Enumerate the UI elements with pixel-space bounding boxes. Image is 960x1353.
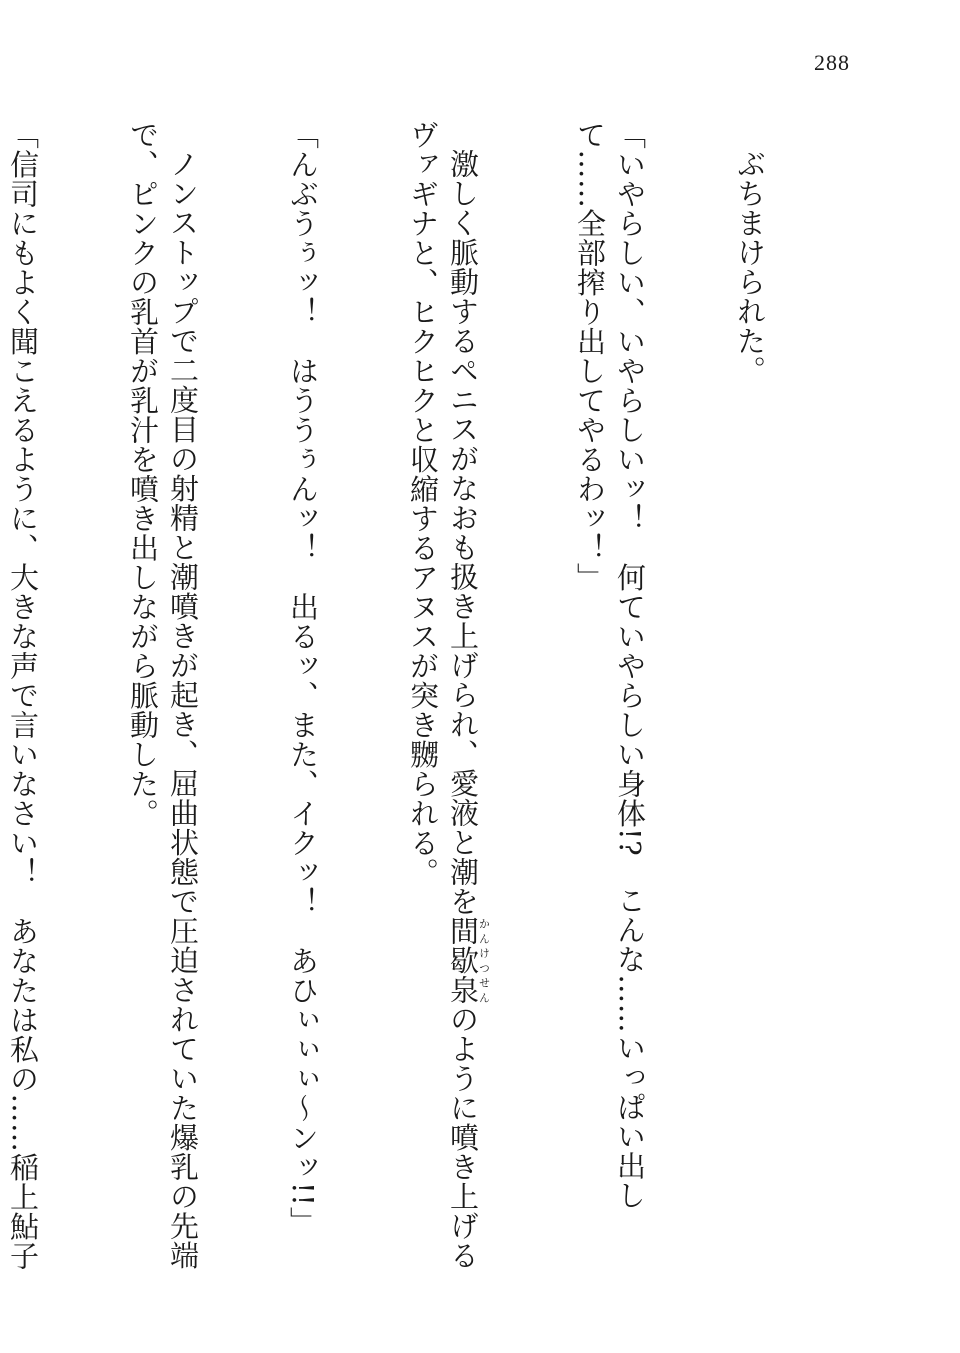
paragraph-04: 「んぶうぅッ！ はううぅんッ！ 出るッ、また、イクッ！ あひぃぃぃ〜ンッ!!」 — [286, 120, 320, 1236]
novel-text-body — [0, 120, 850, 1280]
paragraph-05: ノンストップで二度目の射精と潮噴きが起き、屈曲状態で圧迫されていた爆乳の先端で、ピンクの乳首が乳汁を噴き出しながら脈動した。 — [126, 120, 200, 1270]
ruby-base: 間歇泉 — [446, 916, 480, 1005]
paragraph-01: ぶちまけられた。 — [733, 149, 767, 385]
paragraph-06: 「信司にもよく聞こえるように、大きな声で言いなさい！ あなたは私の……稲上鮎子 — [6, 120, 40, 1271]
page-number: 288 — [814, 50, 850, 75]
paragraph-03-lead: 激しく脈動するペニスがなおも扱き上げられ、愛液と潮を — [446, 149, 480, 916]
paragraph-03 — [403, 120, 490, 1280]
ruby-reading: かんけつせん — [477, 916, 491, 1005]
paragraph-03-tail: のように噴き上げるヴァギナと、ヒクヒクと収縮するアヌスが突き嬲られる。 — [406, 120, 480, 1270]
paragraph-02: 「いやらしい、いやらしいッ！ 何ていやらしい身体!? こんな……いっぱい出して……全部搾り出してやるわッ！」 — [573, 120, 647, 1211]
ruby-kanketsusen — [446, 916, 491, 1005]
